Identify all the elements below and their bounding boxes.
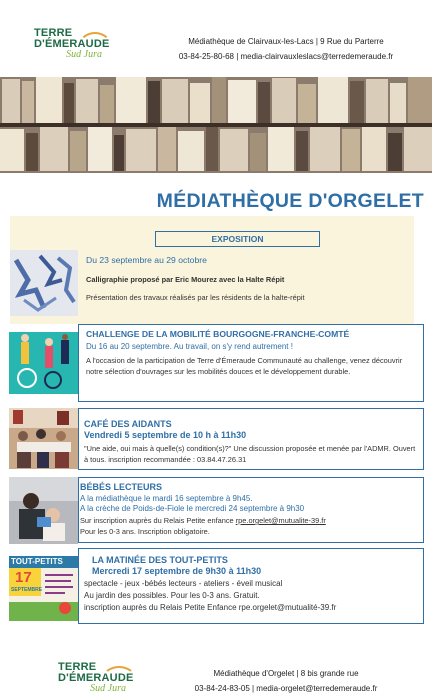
matinee-title: LA MATINÉE DES TOUT-PETITS [92,555,228,565]
bebes-line3-text: Sur inscription auprès du Relais Petite enfance [80,516,236,525]
header-contact: 03-84-25-80-68 | media-clairvauxleslacs@terredemeraude.fr [178,52,394,61]
exposition-label: EXPOSITION [155,231,320,247]
cafe-dates: Vendredi 5 septembre de 10 h à 11h30 [84,430,247,440]
footer-info [140,666,432,696]
bookshelf-illustration [0,77,432,173]
challenge-body: A l'occasion de la participation de Terre d'Émeraude Communauté au challenge, venez découvrir notre sélection d'ouvrages sur les mobilités douces et le développement durable. [86,356,403,376]
challenge-title: CHALLENGE DE LA MOBILITÉ BOURGOGNE-FRANCHE-COMTÉ [86,329,350,339]
exposition-description: Présentation des travaux réalisés par les résidents de la halte-répit [86,293,305,302]
tout-petits-poster [9,556,78,621]
bebes-line4: Pour les 0-3 ans. Inscription obligatoire. [80,527,210,536]
bebes-lecteurs-image [9,477,78,544]
bebes-email-link[interactable]: rpe.orgelet@mutualite-39.fr [235,516,326,525]
header-info [140,34,432,64]
logo-line3: Sud Jura [66,49,102,60]
footer-address: Médiathèque d'Orgelet | 8 bis grande rue [213,669,359,678]
bebes-line2: A la crèche de Poids-de-Fiole le mercredi 24 septembre à 9h30 [80,504,305,513]
brand-logo-top [34,28,116,60]
bebes-line1: A la médiathèque le mardi 16 septembre à 9h45. [80,494,253,503]
matinee-line3: inscription auprès du Relais Petite Enfance rpe.orgelet@mutualité-39.fr [84,603,337,612]
poster-month: SEPTEMBRE [11,587,43,593]
exposition-subtitle: Calligraphie proposé par Eric Mourez avec la Halte Répit [86,275,285,284]
challenge-dates: Du 16 au 20 septembre. Au travail, on s'y rend autrement ! [86,342,293,351]
calligraphy-image [10,250,78,316]
header-address: Médiathèque de Clairvaux-les-Lacs | 9 Rue du Parterre [188,37,384,46]
logo-line1: TERRE [34,27,73,39]
bebes-line3 [80,515,326,526]
logo-bottom-swoosh-icon [102,666,136,692]
brand-logo-bottom [58,662,140,694]
page-title: MÉDIATHÈQUE D'ORGELET [156,190,424,212]
logo-bottom-line3: Sud Jura [90,683,126,694]
matinee-dates: Mercredi 17 septembre de 9h30 à 11h30 [92,566,262,576]
footer-contact: 03-84-24-83-05 | media-orgelet@terredemeraude.fr [194,684,378,693]
matinee-line1: spectacle - jeux -bébés lecteurs - ateliers - éveil musical [84,579,283,588]
cafe-body: "Une aide, oui mais à quelle(s) condition(s)?" Une discussion proposée et menée par l'ADMR. Ouvert à tous. inscription recommandée : 03.84.47.26.31 [84,444,416,464]
mobility-image [9,332,78,394]
logo-line2: D'ÉMERAUDE [34,38,110,50]
logo-swoosh-icon [78,32,112,62]
logo-bottom-line2: D'ÉMERAUDE [58,672,134,684]
poster-title: TOUT-PETITS [11,557,63,566]
poster-number: 17 [15,569,32,586]
cafe-image [9,408,78,469]
bebes-title: BÉBÉS LECTEURS [80,482,163,492]
matinee-line2: Au jardin des possibles. Pour les 0-3 ans. Gratuit. [84,591,260,600]
cafe-title: CAFÉ DES AIDANTS [84,419,172,429]
logo-bottom-line1: TERRE [58,661,97,673]
exposition-dates: Du 23 septembre au 29 octobre [86,255,207,265]
books-banner-image [0,77,432,173]
